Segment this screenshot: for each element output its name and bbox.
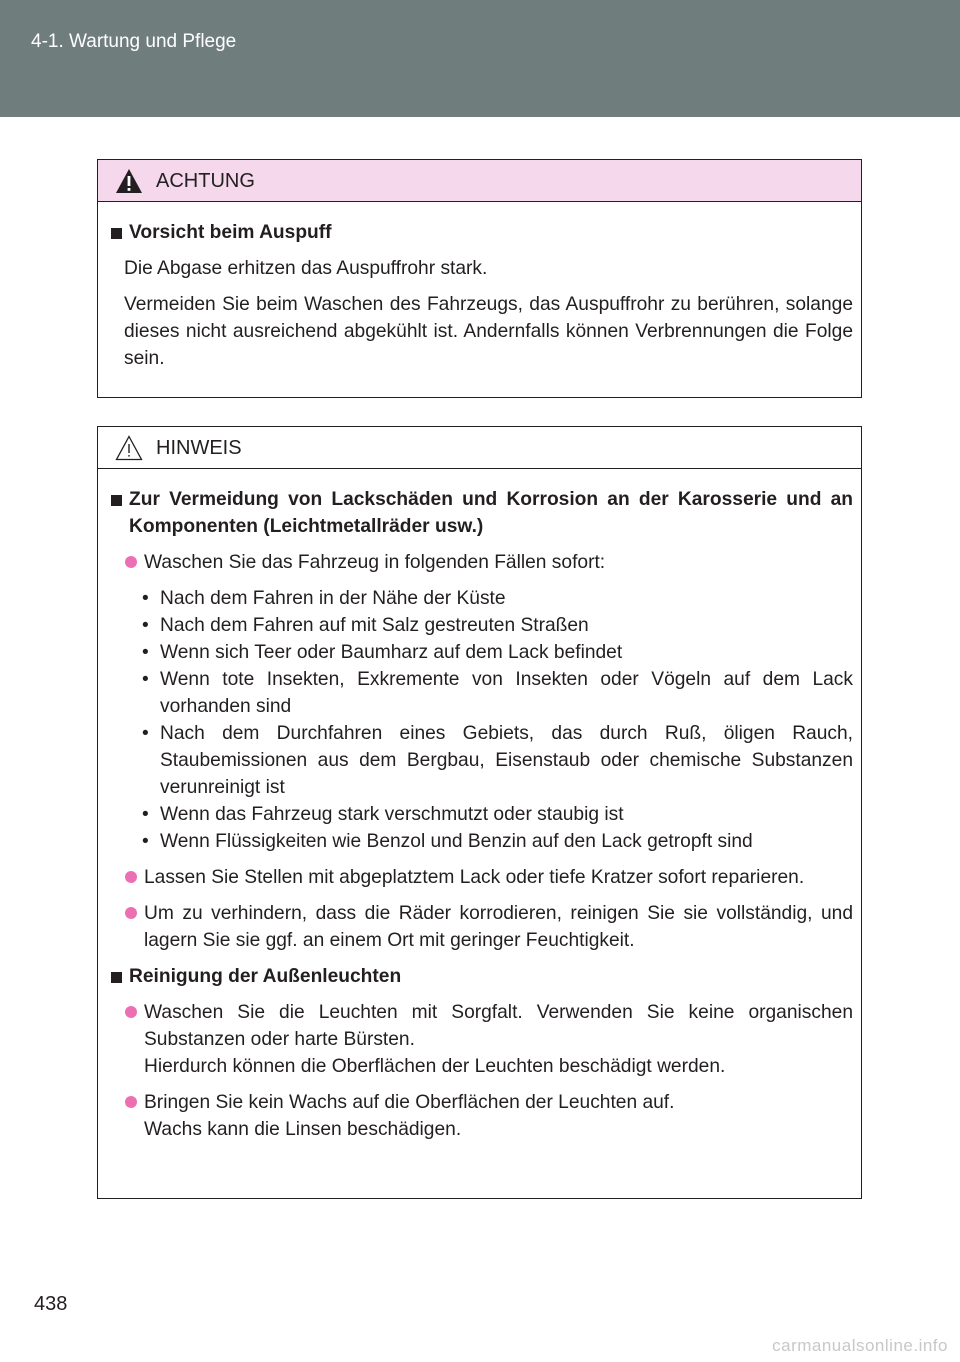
achtung-box <box>97 159 862 398</box>
bullet-item: • Wenn sich Teer oder Baumharz auf dem Lack befindet <box>142 642 623 663</box>
achtung-header <box>98 160 861 202</box>
hinweis-header <box>98 427 861 469</box>
hinweis-heading-lights: Reinigung der Außenleuchten <box>109 963 853 990</box>
dot-bullet-icon <box>125 1006 137 1018</box>
list-item: Bringen Sie kein Wachs auf die Oberflächen der Leuchten auf. Wachs kann die Linsen beschädigen. <box>109 1089 853 1143</box>
list-item: Lassen Sie Stellen mit abgeplatztem Lack oder tiefe Kratzer sofort reparieren. <box>109 864 853 891</box>
dot-bullet-icon <box>125 1096 137 1108</box>
hinweis-box <box>97 426 862 1199</box>
list-item: Waschen Sie die Leuchten mit Sorgfalt. Verwenden Sie keine organischen Substanzen oder harte Bürsten. Hierdurch können die Oberflächen der Leuchten beschädigt werden. <box>109 999 853 1080</box>
bullet-item: • Wenn Flüssigkeiten wie Benzol und Benzin auf den Lack getropft sind <box>142 831 753 852</box>
dot-bullet-icon <box>125 871 137 883</box>
bullet-item: • Nach dem Fahren auf mit Salz gestreuten Straßen <box>142 615 589 636</box>
list-item: Um zu verhindern, dass die Räder korrodieren, reinigen Sie sie vollständig, und lagern Sie sie ggf. an einem Ort mit geringer Feuchtigkeit. <box>109 900 853 954</box>
achtung-heading: Vorsicht beim Auspuff <box>109 219 853 246</box>
bullet-item: • Nach dem Fahren in der Nähe der Küste <box>142 588 506 609</box>
list-item: Waschen Sie das Fahrzeug in folgenden Fällen sofort: <box>109 549 853 576</box>
page-number: 438 <box>34 1293 68 1315</box>
achtung-paragraph: Vermeiden Sie beim Waschen des Fahrzeugs, das Auspuffrohr zu berühren, solange dieses nicht ausreichend abgekühlt ist. Andernfalls können Verbrennungen die Folge sein. <box>124 294 853 369</box>
dot-bullet-icon <box>125 907 137 919</box>
hinweis-heading-paint: Zur Vermeidung von Lackschäden und Korrosion an der Karosserie und an Komponenten (Leichtmetallräder usw.) <box>109 486 853 540</box>
dot-bullet-icon <box>125 556 137 568</box>
hinweis-label: HINWEIS <box>156 437 242 459</box>
bullet-item: • Wenn tote Insekten, Exkremente von Insekten oder Vögeln auf dem Lack vorhanden sind <box>142 669 853 717</box>
square-bullet-icon <box>111 495 122 506</box>
bullet-item: • Wenn das Fahrzeug stark verschmutzt oder staubig ist <box>142 804 624 825</box>
watermark: carmanualsonline.info <box>772 1336 948 1355</box>
bullet-item: • Nach dem Durchfahren eines Gebiets, das durch Ruß, öligen Rauch, Staubemissionen aus dem Bergbau, Eisenstaub oder chemische Substanzen verunreinigt ist <box>142 723 853 798</box>
caution-outline-icon <box>115 435 143 461</box>
square-bullet-icon <box>111 972 122 983</box>
bullet-list <box>109 585 853 855</box>
achtung-label: ACHTUNG <box>156 170 255 192</box>
warning-icon <box>115 168 143 194</box>
square-bullet-icon <box>111 228 122 239</box>
section-title: 4-1. Wartung und Pflege <box>31 31 237 52</box>
page-header <box>0 0 960 117</box>
achtung-paragraph: Die Abgase erhitzen das Auspuffrohr stark. <box>124 258 488 279</box>
